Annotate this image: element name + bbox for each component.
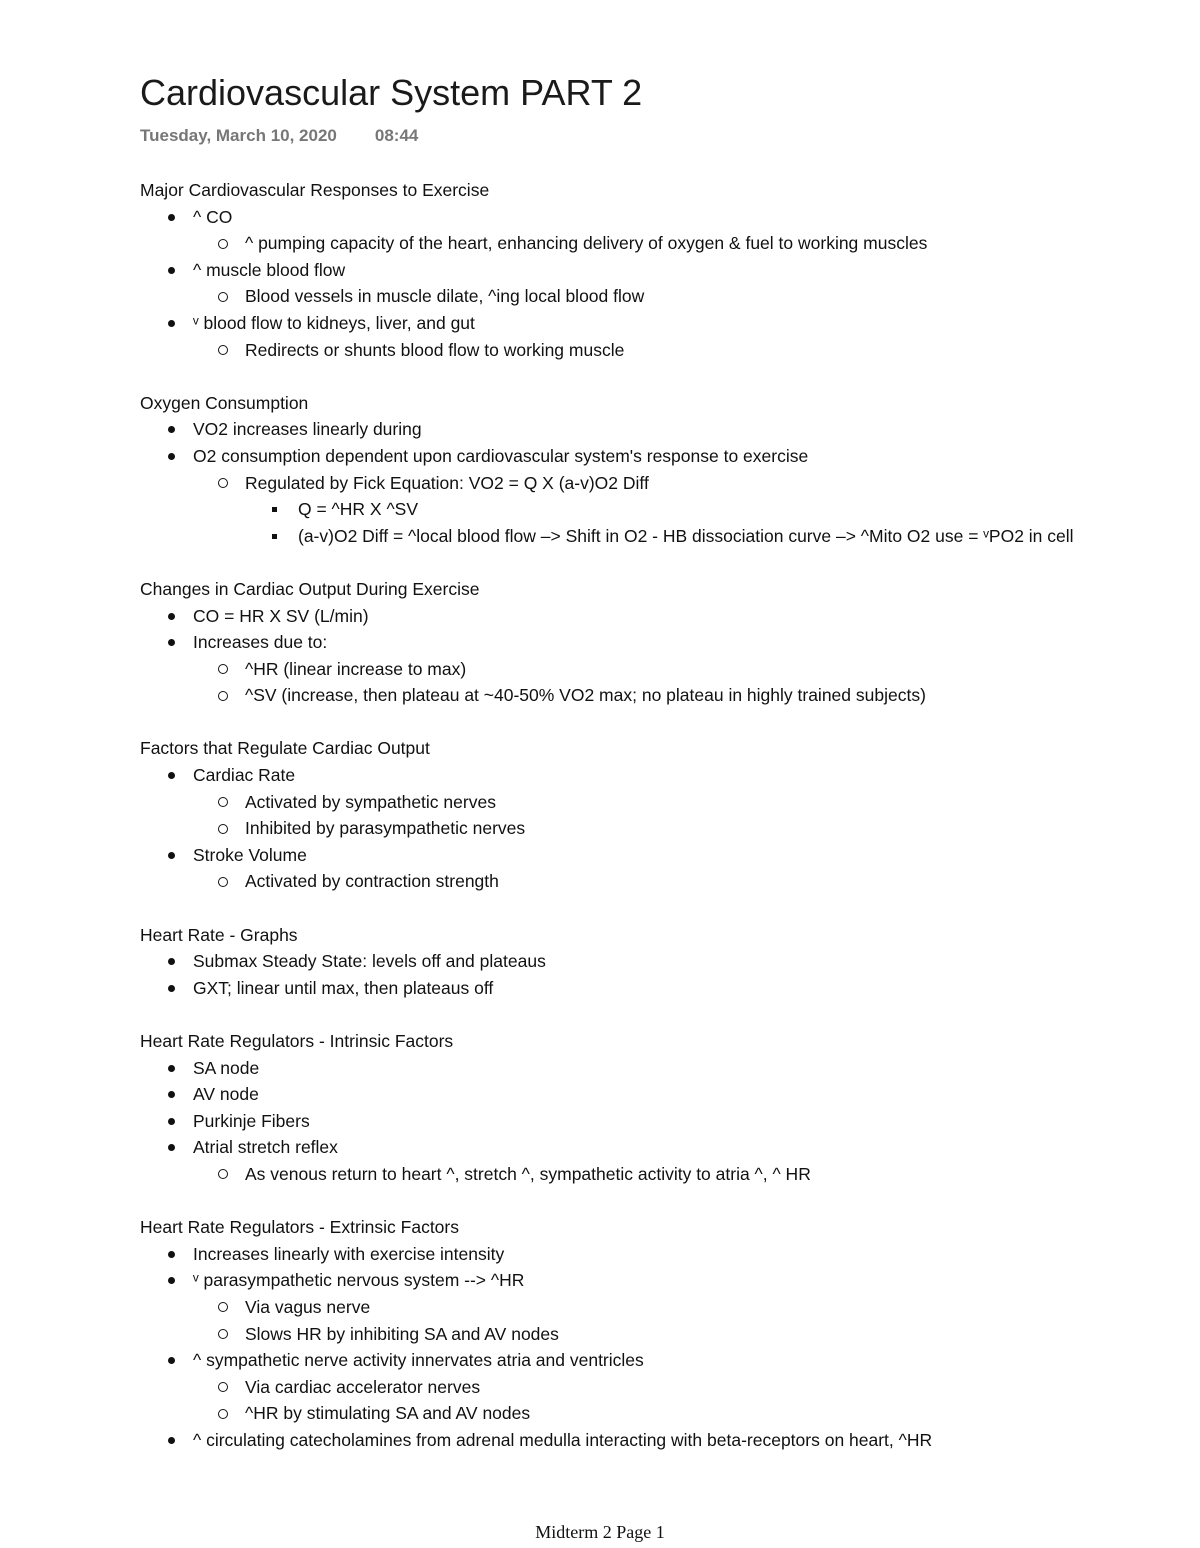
list-item <box>140 1427 1140 1454</box>
bullet-icon <box>168 453 175 460</box>
list-item <box>140 1241 1140 1268</box>
bullet-icon <box>168 267 175 274</box>
list-item-text: GXT; linear until max, then plateaus off <box>193 977 494 998</box>
list-item-text: Atrial stretch reflex <box>193 1137 338 1158</box>
list-item-text: Blood vessels in muscle dilate, ^ing local blood flow <box>245 286 645 307</box>
list-item-text: ^ CO <box>193 206 233 227</box>
note-section <box>140 1214 1140 1453</box>
list-item <box>140 1055 1140 1082</box>
page-timestamp <box>140 126 418 146</box>
hollow-bullet-icon <box>218 345 228 355</box>
list-item <box>140 656 1140 683</box>
bullet-icon <box>168 958 175 965</box>
hollow-bullet-icon <box>218 824 228 834</box>
list-item-text: Via vagus nerve <box>245 1296 371 1317</box>
bullet-icon <box>168 1091 175 1098</box>
section-heading: Changes in Cardiac Output During Exercise <box>140 578 480 599</box>
list-item-text: ^HR by stimulating SA and AV nodes <box>245 1403 531 1424</box>
list-item-text: CO = HR X SV (L/min) <box>193 605 369 626</box>
list-item-text: Q = ^HR X ^SV <box>298 499 418 520</box>
hollow-bullet-icon <box>218 1302 228 1312</box>
list-item-text: ^SV (increase, then plateau at ~40-50% VO2 max; no plateau in highly trained subjects) <box>245 685 926 706</box>
list-item <box>140 629 1140 656</box>
list-item <box>140 230 1140 257</box>
note-section <box>140 576 1140 709</box>
list-item <box>140 310 1140 337</box>
bullet-icon <box>168 1357 175 1364</box>
list-item <box>140 789 1140 816</box>
list-item <box>140 443 1140 470</box>
note-section <box>140 390 1140 550</box>
list-item <box>140 815 1140 842</box>
hollow-bullet-icon <box>218 664 228 674</box>
section-heading: Factors that Regulate Cardiac Output <box>140 738 430 759</box>
bullet-icon <box>168 1251 175 1258</box>
list-item-text: Submax Steady State: levels off and plateaus <box>193 951 546 972</box>
list-item-text: AV node <box>193 1084 259 1105</box>
bullet-icon <box>168 1118 175 1125</box>
bullet-icon <box>168 214 175 221</box>
list-item <box>140 1267 1140 1294</box>
hollow-bullet-icon <box>218 797 228 807</box>
bullet-icon <box>168 613 175 620</box>
list-item-text: (a-v)O2 Diff = ^local blood flow –> Shift in O2 - HB dissociation curve –> ^Mito O2 use = ᵛPO2 in cell <box>298 525 1074 546</box>
list-item <box>140 496 1140 523</box>
page-date: Tuesday, March 10, 2020 <box>140 126 337 145</box>
hollow-bullet-icon <box>218 478 228 488</box>
list-item-text: ^ sympathetic nerve activity innervates atria and ventricles <box>193 1350 644 1371</box>
list-item-text: ᵛ parasympathetic nervous system --> ^HR <box>193 1270 525 1291</box>
section-heading: Heart Rate - Graphs <box>140 924 298 945</box>
hollow-bullet-icon <box>218 691 228 701</box>
list-item-text: Activated by contraction strength <box>245 871 499 892</box>
list-item <box>140 1321 1140 1348</box>
note-content <box>140 177 1140 1480</box>
list-item <box>140 1161 1140 1188</box>
note-section <box>140 735 1140 895</box>
list-item <box>140 975 1140 1002</box>
list-item-text: O2 consumption dependent upon cardiovascular system's response to exercise <box>193 445 809 466</box>
list-item <box>140 948 1140 975</box>
list-item-text: Regulated by Fick Equation: VO2 = Q X (a-v)O2 Diff <box>245 472 649 493</box>
hollow-bullet-icon <box>218 239 228 249</box>
list-item <box>140 762 1140 789</box>
square-bullet-icon <box>272 534 277 539</box>
list-item-text: Purkinje Fibers <box>193 1110 310 1131</box>
list-item <box>140 682 1140 709</box>
list-item <box>140 1081 1140 1108</box>
list-item-text: VO2 increases linearly during <box>193 419 422 440</box>
page-footer: Midterm 2 Page 1 <box>535 1522 665 1542</box>
bullet-icon <box>168 639 175 646</box>
list-item <box>140 1400 1140 1427</box>
bullet-icon <box>168 985 175 992</box>
list-item <box>140 1294 1140 1321</box>
list-item <box>140 337 1140 364</box>
bullet-icon <box>168 320 175 327</box>
list-item-text: ^ pumping capacity of the heart, enhancing delivery of oxygen & fuel to working muscles <box>245 233 928 254</box>
list-item-text: Increases linearly with exercise intensity <box>193 1243 505 1264</box>
section-heading: Major Cardiovascular Responses to Exercise <box>140 180 490 200</box>
note-section <box>140 177 1140 363</box>
list-item <box>140 603 1140 630</box>
section-heading: Oxygen Consumption <box>140 392 309 413</box>
list-item <box>140 1374 1140 1401</box>
bullet-icon <box>168 426 175 433</box>
list-item-text: ^ circulating catecholamines from adrenal medulla interacting with beta-receptors on heart, ^HR <box>193 1429 933 1450</box>
bullet-icon <box>168 852 175 859</box>
list-item <box>140 257 1140 284</box>
list-item-text: ᵛ blood flow to kidneys, liver, and gut <box>193 312 475 333</box>
list-item-text: Via cardiac accelerator nerves <box>245 1376 481 1397</box>
list-item-text: Inhibited by parasympathetic nerves <box>245 818 526 839</box>
page-time: 08:44 <box>374 126 419 145</box>
bullet-icon <box>168 1277 175 1284</box>
list-item <box>140 523 1140 550</box>
hollow-bullet-icon <box>218 1169 228 1179</box>
list-item-text: SA node <box>193 1057 260 1078</box>
list-item <box>140 1108 1140 1135</box>
list-item <box>140 1347 1140 1374</box>
bullet-icon <box>168 772 175 779</box>
hollow-bullet-icon <box>218 1409 228 1419</box>
bullet-icon <box>168 1065 175 1072</box>
list-item <box>140 842 1140 869</box>
list-item-text: Cardiac Rate <box>193 765 296 786</box>
list-item-text: ^HR (linear increase to max) <box>245 658 467 679</box>
list-item <box>140 470 1140 497</box>
list-item-text: Activated by sympathetic nerves <box>245 791 496 812</box>
note-section <box>140 922 1140 1002</box>
note-section <box>140 1028 1140 1188</box>
bullet-icon <box>168 1144 175 1151</box>
hollow-bullet-icon <box>218 877 228 887</box>
hollow-bullet-icon <box>218 1329 228 1339</box>
list-item-text: Redirects or shunts blood flow to working muscle <box>245 339 625 360</box>
hollow-bullet-icon <box>218 292 228 302</box>
square-bullet-icon <box>272 507 277 512</box>
list-item <box>140 416 1140 443</box>
bullet-icon <box>168 1437 175 1444</box>
list-item <box>140 1134 1140 1161</box>
list-item <box>140 868 1140 895</box>
list-item-text: As venous return to heart ^, stretch ^, sympathetic activity to atria ^, ^ HR <box>245 1163 811 1184</box>
list-item-text: Slows HR by inhibiting SA and AV nodes <box>245 1323 559 1344</box>
section-heading: Heart Rate Regulators - Extrinsic Factors <box>140 1217 459 1238</box>
list-item-text: Stroke Volume <box>193 844 307 865</box>
list-item-text: ^ muscle blood flow <box>193 259 346 280</box>
list-item <box>140 283 1140 310</box>
page-title: Cardiovascular System PART 2 <box>140 72 643 113</box>
hollow-bullet-icon <box>218 1382 228 1392</box>
list-item-text: Increases due to: <box>193 632 328 653</box>
list-item <box>140 204 1140 231</box>
section-heading: Heart Rate Regulators - Intrinsic Factors <box>140 1031 454 1051</box>
